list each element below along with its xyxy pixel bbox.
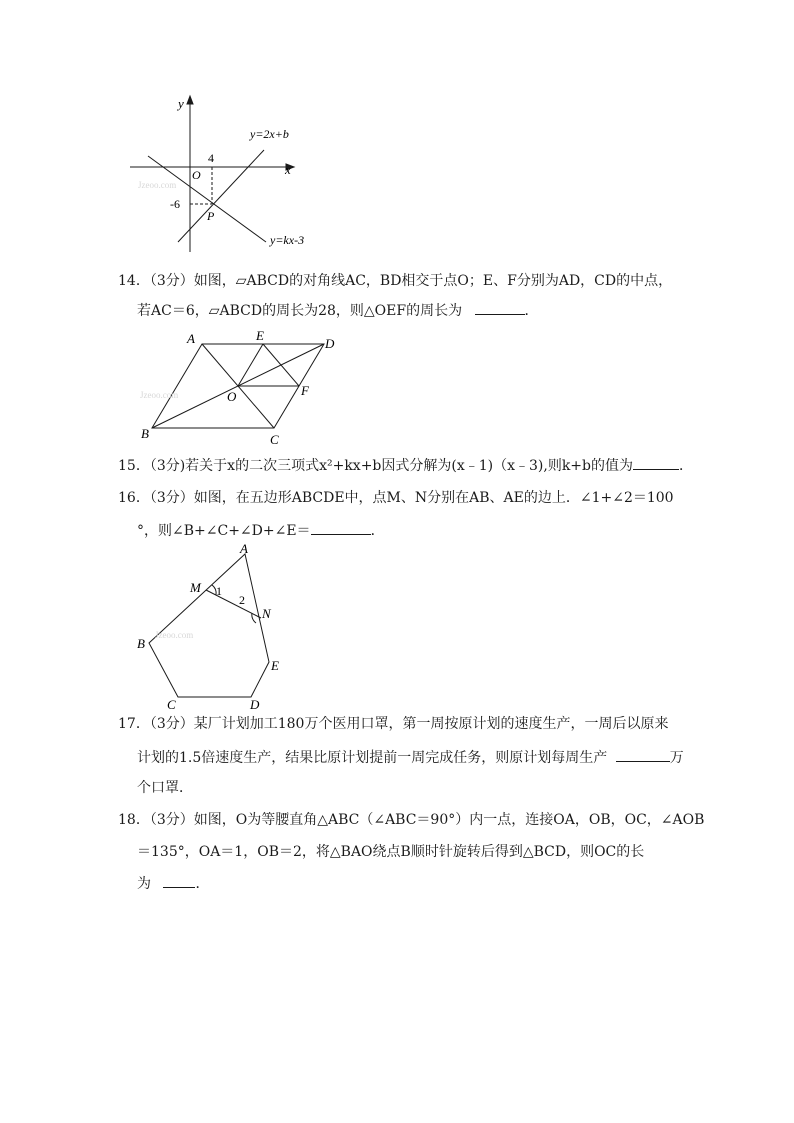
vertex-c-label: C: [167, 697, 176, 712]
question-14-line-1: [118, 273, 672, 289]
line1-label: y=2x+b: [250, 127, 289, 141]
watermark: Jzeoo.com: [155, 630, 194, 640]
vertex-b-label: B: [137, 636, 145, 651]
q14-answer-blank[interactable]: [475, 302, 525, 315]
q15-end: ．: [679, 458, 694, 474]
q15-text: 15．（3分)若关于x的二次三项式x²+kx+b因式分解为(x﹣1)（x﹣3),则k+b的值为: [118, 458, 634, 474]
q18-text-1: 18．（3分）如图，O为等腰直角△ABC（∠ABC＝90°）内一点，连接OA，OB，OC，∠AOB: [118, 812, 705, 828]
q16-answer-blank[interactable]: [311, 522, 371, 535]
question-14-line-2: [137, 302, 539, 319]
q18-text-2: ＝135°，OA＝1，OB＝2，将△BAO绕点B顺时针旋转后得到△BCD，则OC的长: [137, 844, 645, 860]
y-axis-arrow: [187, 96, 193, 104]
x-axis-label: x: [285, 162, 291, 177]
q17-text-1: 17．（3分）某厂计划加工180万个医用口罩，第一周按原计划的速度生产，一周后以原来: [118, 716, 669, 732]
q17-answer-blank[interactable]: [616, 749, 670, 762]
vertex-e-label: E: [256, 328, 264, 343]
origin-label: O: [192, 168, 201, 182]
question-15: [118, 457, 693, 474]
q14-end: ．: [524, 303, 539, 319]
line2-label: y=kx-3: [270, 233, 305, 247]
q17-text-2-end: 万: [669, 750, 684, 766]
q15-answer-blank[interactable]: [633, 457, 679, 470]
q14-text-1: 14．（3分）如图，▱ABCD的对角线AC，BD相交于点O；E、F分别为AD，CD的中点，: [118, 273, 673, 289]
vertex-f-label: F: [301, 383, 309, 398]
question-16-line-1: [118, 490, 674, 506]
question-18-line-2: [137, 844, 644, 860]
pentagon-abcde: [149, 554, 269, 697]
watermark: Jzeoo.com: [140, 390, 179, 400]
coordinate-graph-figure: [130, 92, 320, 257]
line-kx-minus-3: [148, 156, 266, 242]
question-17-line-2: [137, 749, 684, 766]
parallelogram-figure: [138, 328, 348, 450]
question-17-line-1: [118, 716, 668, 732]
q18-answer-blank[interactable]: [163, 875, 195, 888]
point-p-label: P: [207, 209, 215, 223]
question-18-line-3: [137, 875, 209, 892]
watermark: Jzeoo.com: [138, 180, 177, 190]
question-17-line-3: [137, 780, 193, 796]
angle-2-label: 2: [239, 593, 245, 607]
q16-end: ．: [370, 523, 385, 539]
vertex-a-label: A: [240, 541, 248, 556]
line-2x-plus-b: [178, 150, 264, 242]
q17-text-3: 个口罩．: [137, 780, 193, 796]
question-18-line-1: [118, 812, 704, 828]
vertex-n-label: N: [262, 606, 271, 621]
q16-text-1: 16．（3分）如图，在五边形ABCDE中，点M、N分别在AB、AE的边上．∠1+∠2＝100: [118, 490, 674, 506]
q16-text-2: °，则∠B+∠C+∠D+∠E＝: [137, 523, 311, 539]
vertex-b-label: B: [141, 426, 149, 441]
q17-text-2: 计划的1.5倍速度生产，结果比原计划提前一周完成任务，则原计划每周生产: [137, 750, 608, 766]
segment-mn: [206, 590, 261, 618]
vertex-o-label: O: [227, 389, 237, 404]
vertex-d-label: D: [325, 336, 335, 351]
vertex-c-label: C: [270, 432, 279, 447]
angle-1-label: 1: [216, 584, 222, 598]
vertex-e-label: E: [271, 658, 279, 673]
tick-y-label: -6: [170, 197, 180, 211]
vertex-d-label: D: [250, 697, 260, 712]
pentagon-figure: [133, 540, 293, 712]
tick-x-label: 4: [208, 151, 214, 165]
y-axis-label: y: [178, 96, 184, 111]
segment-ef: [263, 344, 299, 386]
question-16-line-2: [137, 522, 385, 539]
q14-text-2: 若AC＝6，▱ABCD的周长为28，则△OEF的周长为: [137, 303, 463, 319]
q18-end: ．: [195, 876, 210, 892]
vertex-m-label: M: [190, 580, 201, 595]
q18-text-3: 为: [137, 876, 151, 892]
vertex-a-label: A: [187, 331, 195, 346]
